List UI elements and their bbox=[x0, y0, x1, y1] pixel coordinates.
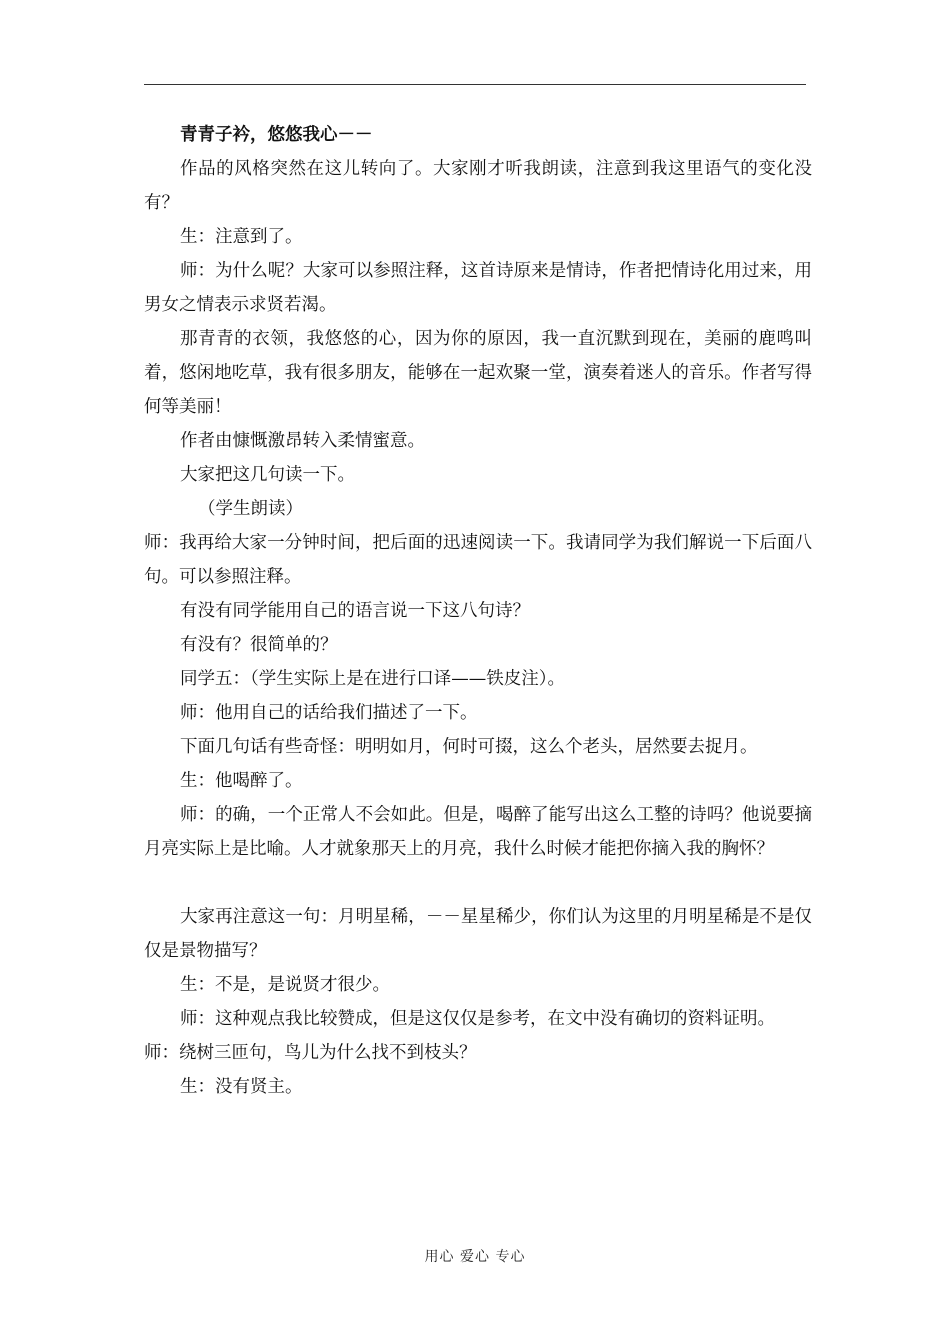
paragraph: 生：他喝醉了。 bbox=[180, 771, 303, 791]
document-body bbox=[144, 118, 812, 1104]
header-rule bbox=[144, 84, 806, 85]
paragraph: 师：的确，一个正常人不会如此。但是，喝醉了能写出这么工整的诗吗？他说要摘月亮实际上是比喻。人才就象那天上的月亮，我什么时候才能把你摘入我的胸怀？ bbox=[144, 805, 812, 859]
paragraph: 有没有？很简单的？ bbox=[180, 635, 338, 655]
paragraph: 同学五：（学生实际上是在进行口译——铁皮注）。 bbox=[180, 669, 565, 689]
paragraph: 生：注意到了。 bbox=[180, 227, 303, 247]
paragraph: 师：他用自己的话给我们描述了一下。 bbox=[180, 703, 478, 723]
paragraph: 大家把这几句读一下。 bbox=[180, 465, 355, 485]
blank-line bbox=[144, 866, 812, 900]
paragraph: 生：没有贤主。 bbox=[180, 1077, 303, 1097]
paragraph: 那青青的衣领，我悠悠的心，因为你的原因，我一直沉默到现在，美丽的鹿鸣叫着，悠闲地吃草，我有很多朋友，能够在一起欢聚一堂，演奏着迷人的音乐。作者写得何等美丽！ bbox=[144, 329, 812, 417]
paragraph: 生：不是，是说贤才很少。 bbox=[180, 975, 390, 995]
section-heading: 青青子衿，悠悠我心－－ bbox=[180, 125, 373, 145]
paragraph: 作者由慷慨激昂转入柔情蜜意。 bbox=[180, 431, 425, 451]
paragraph: 师：为什么呢？大家可以参照注释，这首诗原来是情诗，作者把情诗化用过来，用男女之情表示求贤若渴。 bbox=[144, 261, 812, 315]
paragraph: （学生朗读） bbox=[198, 499, 303, 519]
paragraph: 师：我再给大家一分钟时间，把后面的迅速阅读一下。我请同学为我们解说一下后面八句。可以参照注释。 bbox=[144, 533, 812, 587]
paragraph: 有没有同学能用自己的语言说一下这八句诗？ bbox=[180, 601, 530, 621]
paragraph: 师：这种观点我比较赞成，但是这仅仅是参考，在文中没有确切的资料证明。 bbox=[180, 1009, 775, 1029]
paragraph: 大家再注意这一句：月明星稀，－－星星稀少，你们认为这里的月明星稀是不是仅仅是景物描写？ bbox=[144, 907, 812, 961]
paragraph: 师：绕树三匝句，鸟儿为什么找不到枝头？ bbox=[144, 1043, 477, 1063]
paragraph: 作品的风格突然在这儿转向了。大家刚才听我朗读，注意到我这里语气的变化没有？ bbox=[144, 159, 812, 213]
paragraph: 下面几句话有些奇怪：明明如月，何时可掇，这么个老头，居然要去捉月。 bbox=[180, 737, 758, 757]
page-footer: 用心 爱心 专心 bbox=[424, 1249, 526, 1265]
